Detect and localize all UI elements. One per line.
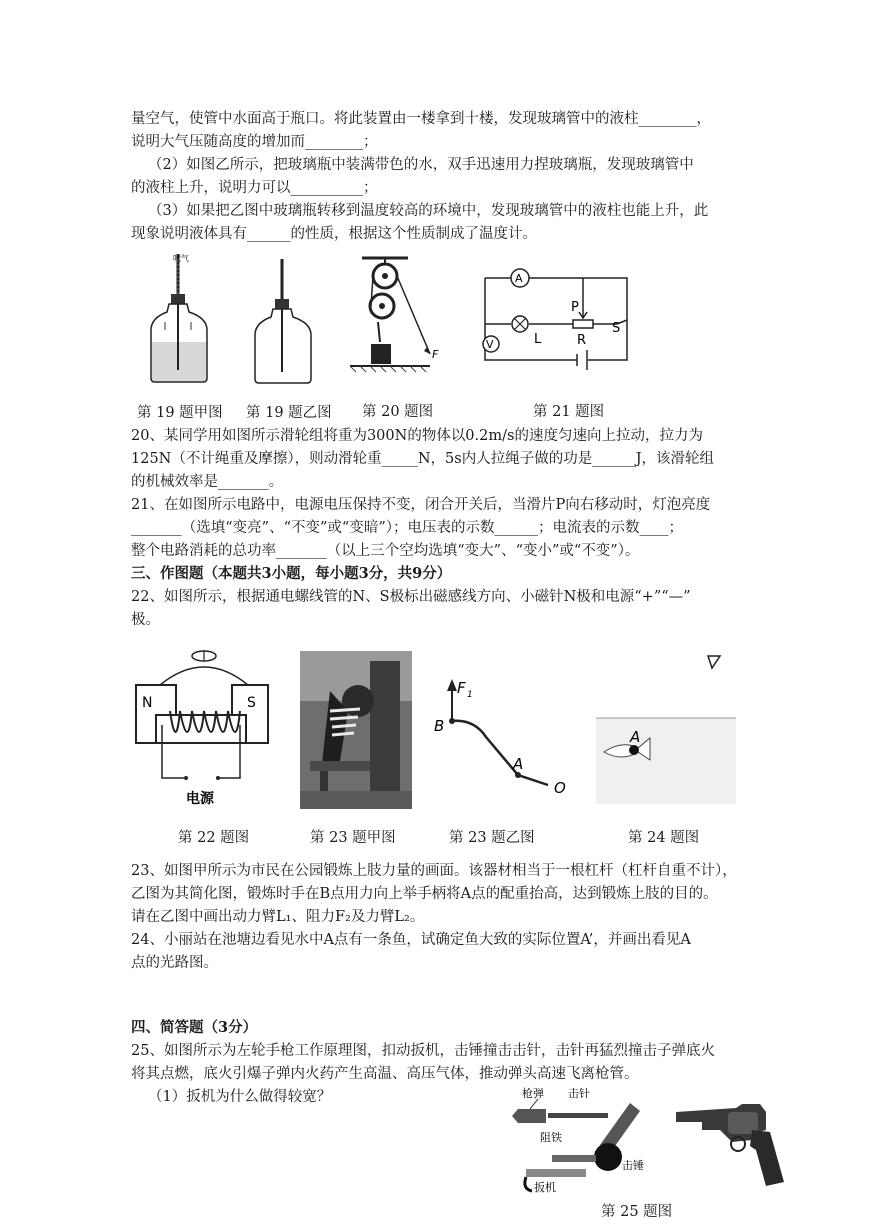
text-line: （3）如果把乙图中玻璃瓶转移到温度较高的环境中，发现玻璃管中的液柱也能上升，此	[148, 203, 709, 219]
caption-22: 第 22 题图	[178, 830, 250, 846]
question-21: _______（选填“变亮”、“不变”或“变暗”）；电压表的示数______；电流表的示数____；	[131, 520, 683, 536]
text-line: 的液柱上升，说明力可以__________；	[131, 180, 378, 196]
svg-text:吹气: 吹气	[173, 254, 189, 263]
text-line: （2）如图乙所示，把玻璃瓶中装满带色的水，双手迅速用力捏玻璃瓶，发现玻璃管中	[148, 157, 694, 173]
figure-19-jia	[145, 250, 215, 385]
svg-text:1: 1	[467, 690, 473, 700]
svg-text:S: S	[612, 321, 621, 336]
figure-20-pulley	[350, 254, 450, 382]
question-24: 点的光路图。	[131, 955, 218, 971]
caption-19-yi: 第 19 题乙图	[246, 405, 332, 421]
svg-text:A: A	[630, 728, 641, 746]
caption-19-jia: 第 19 题甲图	[137, 405, 223, 421]
svg-text:F: F	[432, 348, 439, 361]
svg-text:A: A	[515, 272, 523, 285]
svg-text:O: O	[554, 779, 566, 797]
text-line: 说明大气压随高度的增加而________；	[131, 134, 378, 150]
question-23: 请在乙图中画出动力臂L₁、阻力F₂及力臂L₂。	[131, 909, 425, 925]
question-25: 将其点燃，底火引爆子弹内火药产生高温、高压气体，推动弹头高速飞离枪管。	[131, 1066, 639, 1082]
svg-text:阻铁: 阻铁	[540, 1131, 562, 1144]
caption-21: 第 21 题图	[533, 404, 605, 420]
caption-23-yi: 第 23 题乙图	[449, 830, 535, 846]
svg-text:V: V	[486, 338, 494, 351]
svg-text:N: N	[142, 695, 153, 711]
svg-text:S: S	[247, 695, 256, 711]
question-23: 23、如图甲所示为市民在公园锻炼上肢力量的画面。该器材相当于一根杠杆（杠杆自重不计），	[131, 863, 737, 879]
caption-20: 第 20 题图	[362, 404, 434, 420]
figure-25-mechanism	[512, 1083, 662, 1195]
svg-text:F: F	[457, 679, 466, 697]
svg-text:A: A	[513, 755, 524, 773]
text-line: 量空气，使管中水面高于瓶口。将此装置由一楼拿到十楼，发现玻璃管中的液柱________，	[131, 111, 711, 127]
question-20: 20、某同学用如图所示滑轮组将重为300N的物体以0.2m/s的速度匀速向上拉动，拉力为	[131, 428, 703, 444]
svg-text:电源: 电源	[186, 791, 214, 807]
question-20: 的机械效率是_______。	[131, 474, 284, 490]
figure-24-fish	[594, 646, 736, 804]
figure-19-yi	[250, 257, 318, 385]
figure-22-solenoid	[132, 645, 272, 810]
section-3-heading: 三、作图题（本题共3小题，每小题3分，共9分）	[131, 565, 452, 582]
question-25-part-1: （1）扳机为什么做得较宽？	[148, 1089, 332, 1105]
section-4-heading: 四、简答题（3分）	[131, 1019, 258, 1036]
question-25: 25、如图所示为左轮手枪工作原理图，扣动扳机，击锤撞击击针，击针再猛烈撞击子弹底火	[131, 1043, 715, 1059]
svg-text:R: R	[577, 333, 587, 348]
svg-text:枪弹: 枪弹	[522, 1087, 544, 1100]
question-20: 125N（不计绳重及摩擦），则动滑轮重_____N，5s内人拉绳子做的功是______J，该滑轮组	[131, 451, 715, 467]
question-21: 整个电路消耗的总功率_______（以上三个空均选填“变大”、“变小”或“不变”）。	[131, 543, 640, 559]
question-21: 21、在如图所示电路中，电源电压保持不变，闭合开关后，当滑片P向右移动时，灯泡亮度	[131, 497, 711, 513]
caption-24: 第 24 题图	[628, 830, 700, 846]
svg-text:击锤: 击锤	[622, 1159, 644, 1172]
caption-23-jia: 第 23 题甲图	[310, 830, 396, 846]
svg-text:B: B	[434, 717, 445, 735]
text-line: 现象说明液体具有______的性质，根据这个性质制成了温度计。	[131, 226, 537, 242]
svg-text:L: L	[534, 332, 542, 347]
svg-text:扳机: 扳机	[534, 1181, 556, 1194]
question-22: 22、如图所示，根据通电螺线管的N、S极标出磁感线方向、小磁针N极和电源“+”“—”	[131, 589, 691, 605]
question-22: 极。	[131, 612, 160, 628]
figure-25-revolver	[672, 1090, 792, 1188]
figure-23-yi-lever	[430, 675, 575, 800]
question-24: 24、小丽站在池塘边看见水中A点有一条鱼，试确定鱼大致的实际位置A’，并画出看见A	[131, 932, 691, 948]
svg-text:P: P	[571, 300, 579, 315]
caption-25: 第 25 题图	[601, 1204, 673, 1220]
question-23: 乙图为其简化图，锻炼时手在B点用力向上举手柄将A点的配重抬高，达到锻炼上肢的目的。	[131, 886, 718, 902]
figure-23-jia-photo	[300, 651, 412, 809]
figure-21-circuit	[477, 264, 637, 374]
svg-text:击针: 击针	[568, 1087, 590, 1100]
